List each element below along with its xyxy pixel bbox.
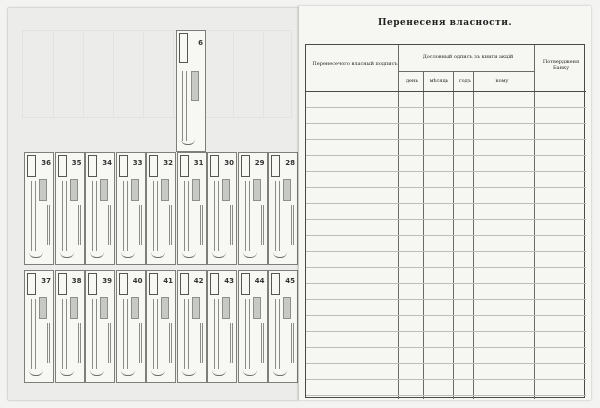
coupon-number: 36 [41,159,51,167]
header-day: день [405,78,419,84]
coupon-number: 42 [193,277,204,285]
transfer-table [305,44,585,398]
coupon-number: 44 [254,277,265,285]
coupon [55,152,85,265]
coupon [85,270,115,383]
coupon-number: 29 [254,159,265,167]
page-title: Перенесеня власности. [378,18,512,28]
coupon-number: 32 [163,159,173,167]
coupon-number: 31 [193,159,204,167]
coupon [24,152,54,265]
coupon [268,152,298,265]
coupon [238,270,268,383]
coupon [268,270,298,383]
coupon-number: 38 [71,277,82,285]
coupon-number: 43 [224,277,234,285]
coupon [207,270,237,383]
coupon-top [176,30,206,152]
coupon-number: 6 [198,39,203,47]
coupon [207,152,237,265]
coupon [177,270,207,383]
coupon-number: 39 [102,277,112,285]
coupon-number: 40 [132,277,143,285]
coupon-number: 37 [41,277,51,285]
coupon [146,270,176,383]
header-holder-signature: Перенесечого власный подписъ [312,61,398,67]
coupon-number: 34 [102,159,112,167]
coupon [116,270,146,383]
coupon-number: 30 [224,159,234,167]
coupon-sheet [8,8,298,400]
coupon [116,152,146,265]
coupon [146,152,176,265]
coupon [85,152,115,265]
coupon-number: 28 [285,159,295,167]
header-month: мѣсяць [429,78,449,84]
faded-coupon-imprint [22,30,292,118]
coupon [55,270,85,383]
header-year: годъ [459,78,471,84]
coupon-number: 41 [163,277,173,285]
coupon [24,270,54,383]
transfer-page [298,6,591,400]
coupon-number: 33 [132,159,143,167]
coupon-number: 35 [71,159,82,167]
header-book-extract: Дословный одписъ зъ книги акцій [422,54,514,60]
header-to-whom: кому [495,78,509,84]
header-bank-confirmation: Потвердженя Банку [542,59,580,71]
coupon [238,152,268,265]
coupon-number: 45 [285,277,295,285]
coupon [177,152,207,265]
